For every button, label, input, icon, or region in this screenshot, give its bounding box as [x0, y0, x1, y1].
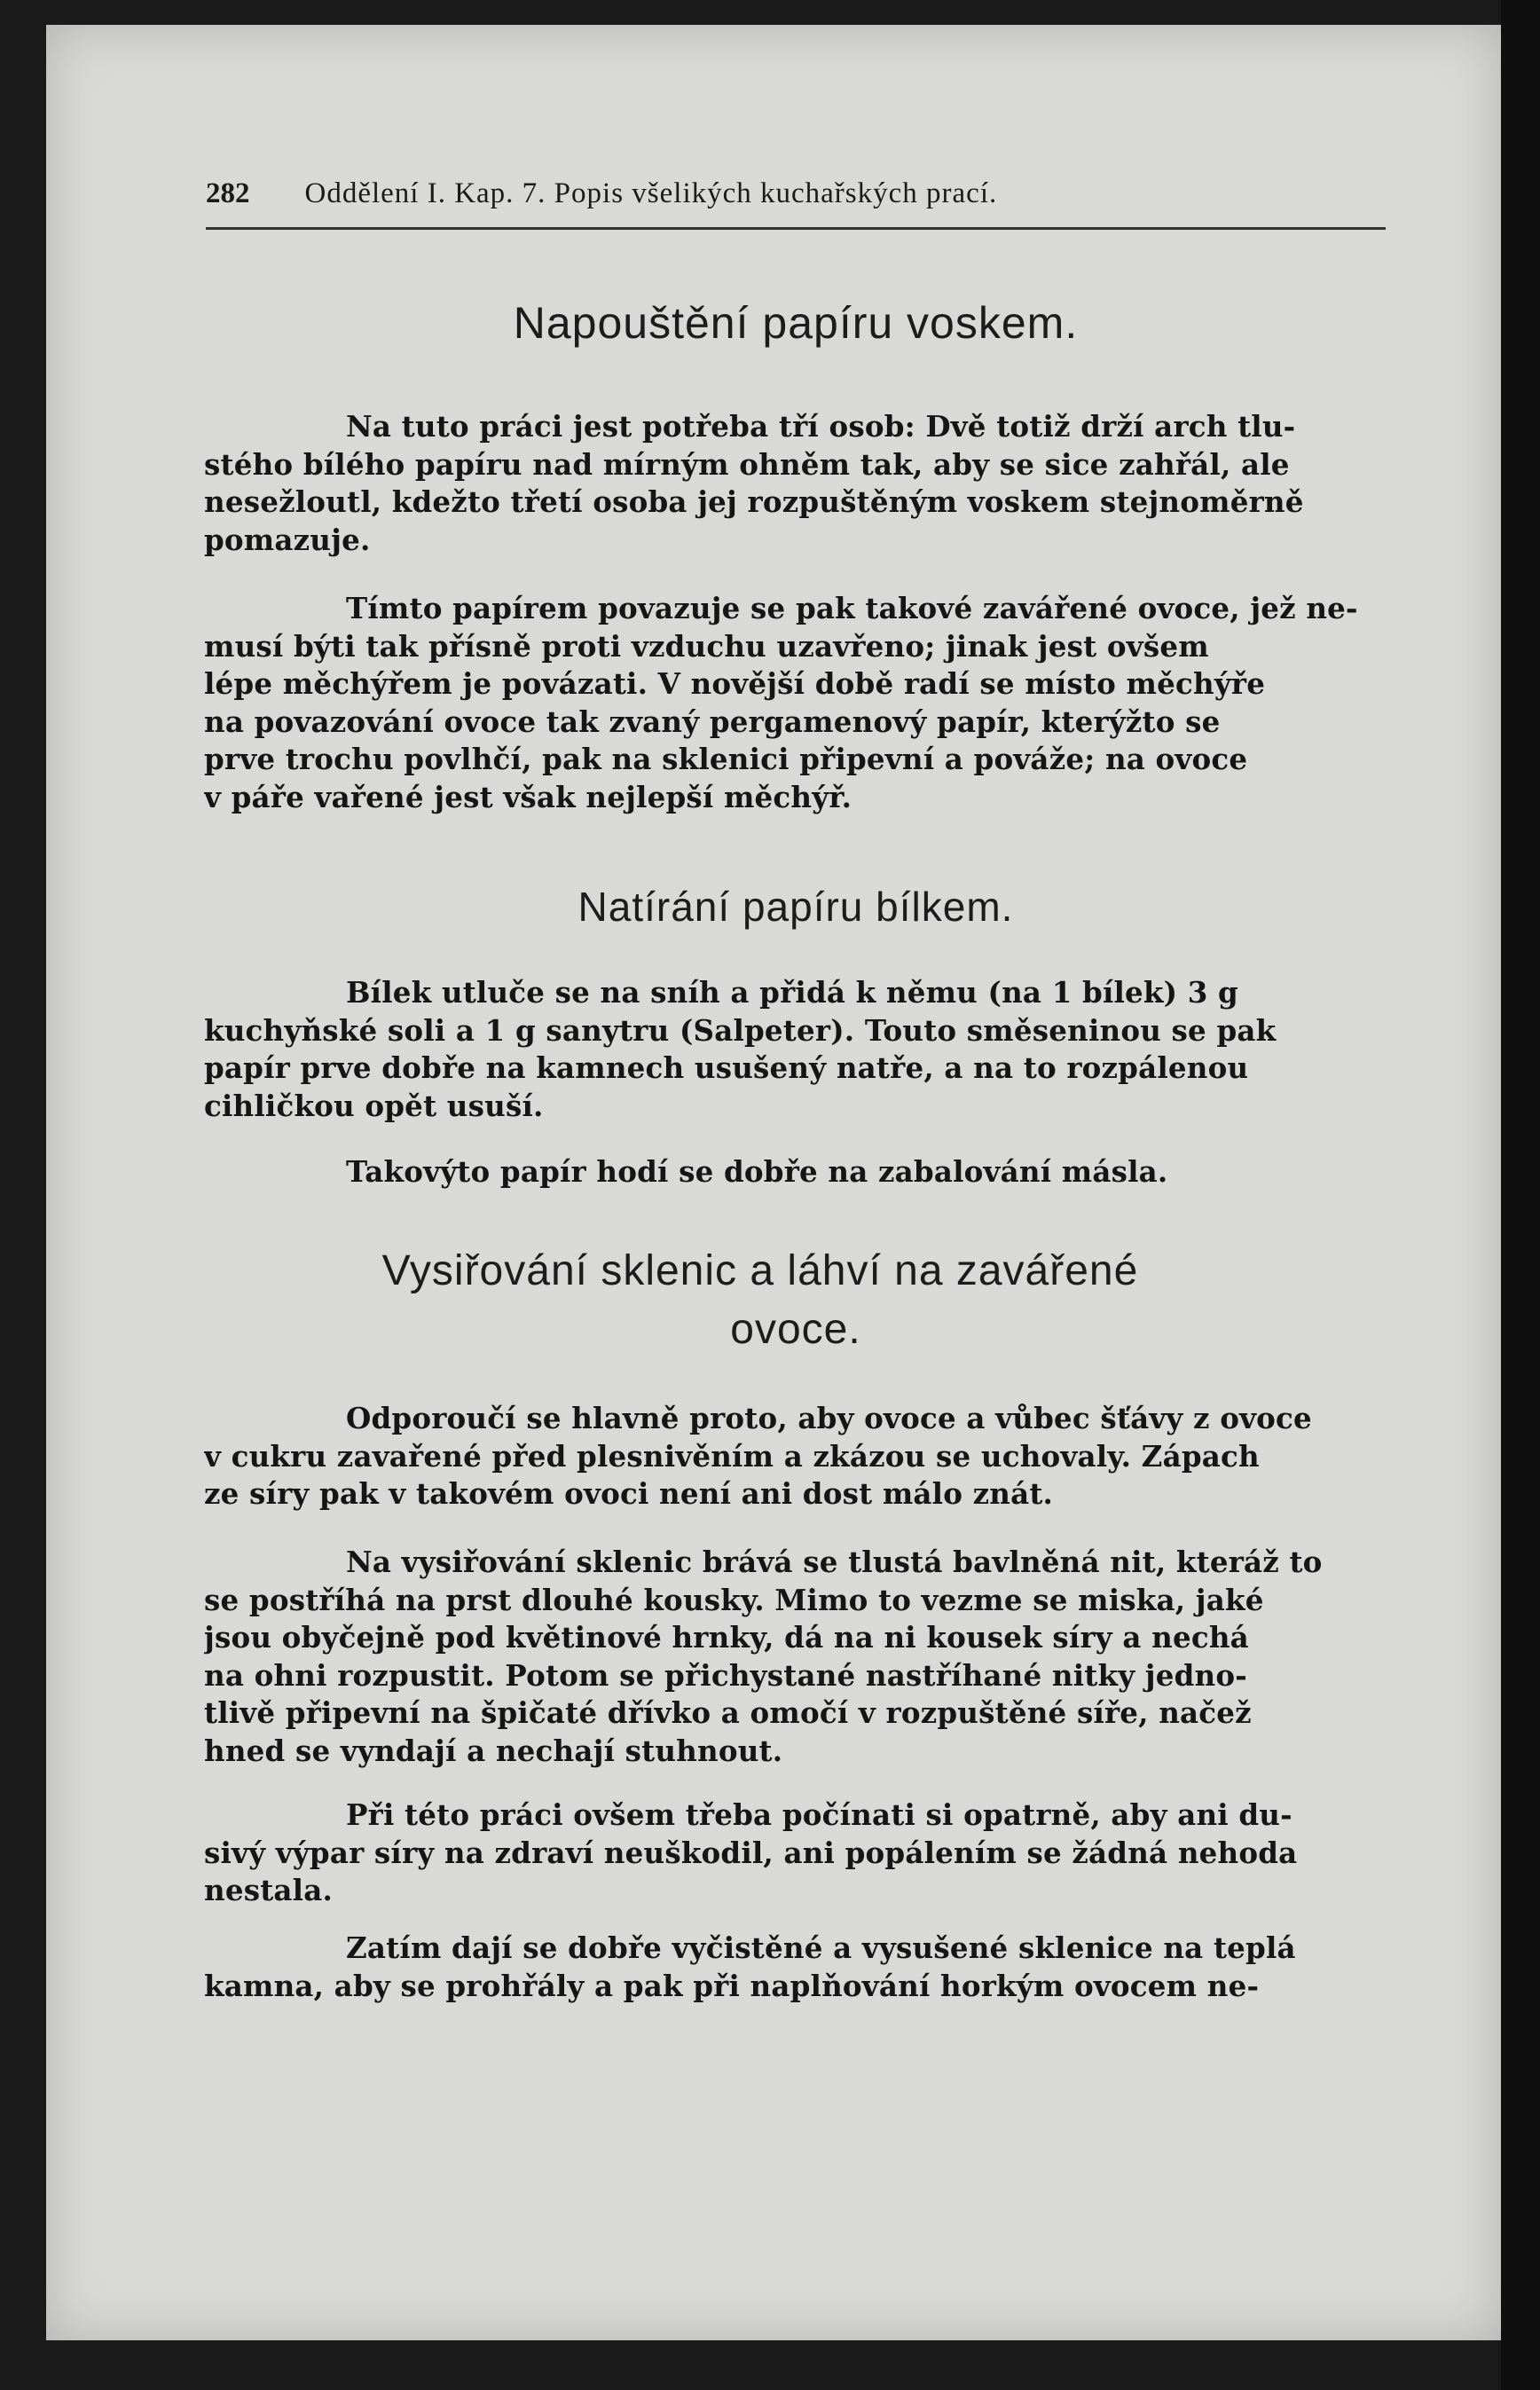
text-line: kuchyňské soli a 1 g sanytru (Salpeter). Touto směseninou se pak [204, 1012, 1277, 1048]
text-line: Odporoučí se hlavně proto, aby ovoce a vůbec šťávy z ovoce [346, 1401, 1312, 1435]
text-line: ze síry pak v takovém ovoci není ani dost málo znát. [204, 1476, 1054, 1511]
text-line: sivý výpar síry na zdraví neuškodil, ani popálením se žádná nehoda [204, 1835, 1298, 1870]
text-line: lépe měchýřem je povázati. V novější době radí se místo měchýře [204, 666, 1266, 701]
paragraph-vysirovani-3 [204, 1796, 1384, 1910]
text-line: nesežloutl, kdežto třetí osoba jej rozpuštěným voskem stejnoměrně [204, 484, 1304, 519]
text-line: Na tuto práci jest potřeba tří osob: Dvě totiž drží arch tlu- [346, 409, 1296, 444]
heading-line: ovoce. [730, 1306, 861, 1353]
text-line: cihličkou opět usuší. [204, 1088, 544, 1123]
scan-border [1501, 0, 1540, 2390]
text-line: pomazuje. [204, 522, 371, 557]
text-line: musí býti tak přísně proti vzduchu uzavřeno; jinak jest ovšem [204, 628, 1209, 664]
text-line: Zatím dají se dobře vyčistěné a vysušené sklenice na teplá [346, 1930, 1296, 1965]
paragraph-natirani-1 [204, 974, 1384, 1125]
text-line: prve trochu povlhčí, pak na sklenici připevní a pováže; na ovoce [204, 742, 1248, 776]
text-line: kamna, aby se prohřály a pak při naplňování horkým ovocem ne- [204, 1968, 1260, 2003]
heading-vysirovani [206, 1242, 1386, 1359]
text-line: Bílek utluče se na sníh a přidá k němu (na 1 bílek) 3 g [346, 975, 1238, 1010]
text-line: Takovýto papír hodí se dobře na zabalování másla. [346, 1154, 1168, 1189]
text-line: jsou obyčejně pod květinové hrnky, dá na ni kousek síry a nechá [204, 1620, 1249, 1655]
text-line: na ohni rozpustit. Potom se přichystané nastříhané nitky jedno- [204, 1657, 1247, 1693]
paragraph-napousteni-2 [204, 590, 1384, 816]
section-title: Oddělení I. Kap. 7. Popis všelikých kuchařských prací. [304, 177, 998, 209]
text-line: v cukru zavařené před plesnivěním a zkázou se uchovaly. Zápach [204, 1438, 1260, 1474]
paragraph-natirani-2 [204, 1153, 1384, 1191]
text-line: na povazování ovoce tak zvaný pergamenový papír, kterýžto se [204, 704, 1221, 739]
text-line: se postříhá na prst dlouhé kousky. Mimo to vezme se miska, jaké [204, 1582, 1264, 1617]
paragraph-vysirovani-4 [204, 1930, 1384, 2005]
text-line: Na vysiřování sklenic brává se tlustá bavlněná nit, kteráž to [346, 1545, 1323, 1579]
text-line: tlivě připevní na špičaté dřívko a omočí v rozpuštěné síře, načež [204, 1695, 1252, 1730]
text-line: stého bílého papíru nad mírným ohněm tak, aby se sice zahřál, ale [204, 446, 1290, 482]
running-head [206, 177, 1386, 230]
text-line: nestala. [204, 1873, 333, 1907]
heading-line: Vysiřování sklenic a láhví na zavářené [381, 1247, 1139, 1294]
text-line: Tímto papírem povazuje se pak takové zavářené ovoce, jež ne- [346, 591, 1358, 625]
page-number: 282 [206, 177, 250, 209]
text-line: papír prve dobře na kamnech usušený natře, a na to rozpálenou [204, 1050, 1249, 1085]
text-line: Při této práci ovšem třeba počínati si opatrně, aby ani du- [346, 1797, 1292, 1832]
heading-napousteni: Napouštění papíru voskem. [513, 298, 1079, 348]
paragraph-vysirovani-2 [204, 1544, 1384, 1770]
paragraph-napousteni-1 [204, 408, 1384, 559]
text-line: v páře vařené jest však nejlepší měchýř. [204, 779, 852, 814]
heading-natirani: Natírání papíru bílkem. [578, 884, 1014, 930]
paragraph-vysirovani-1 [204, 1400, 1384, 1513]
text-line: hned se vyndají a nechají stuhnout. [204, 1733, 783, 1768]
